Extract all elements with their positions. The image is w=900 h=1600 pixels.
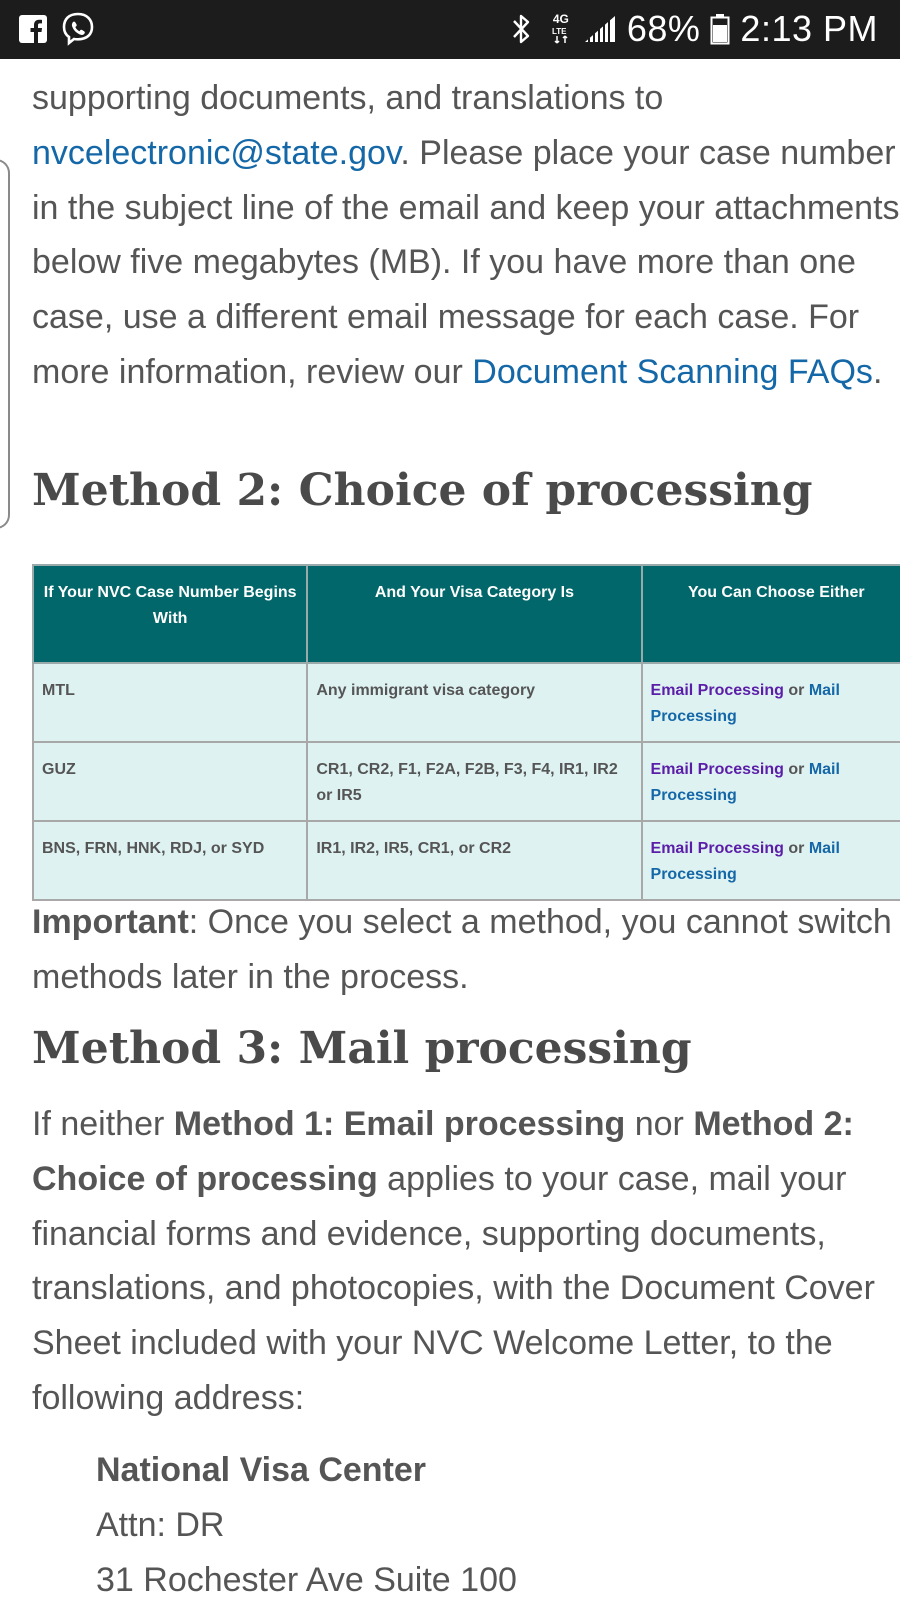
cell-category: IR1, IR2, IR5, CR1, or CR2 bbox=[307, 821, 641, 900]
intro-text-cont: . Please place your case number in the subject line of the email and keep your attachments below five megabytes (MB). If you have more than one case, use a different email message for each case. For more information, review our bbox=[32, 133, 900, 391]
nvc-email-link[interactable]: nvcelectronic@state.gov bbox=[32, 133, 401, 172]
battery-icon bbox=[710, 13, 730, 45]
mail-processing-link[interactable]: Mail Processing bbox=[650, 840, 840, 883]
header-choose-either: You Can Choose Either bbox=[642, 565, 900, 663]
bluetooth-icon bbox=[509, 12, 533, 46]
method3-text-cont: applies to your case, mail your financial forms and evidence, supporting documents, translations, and photocopies, with the Document Cover Sheet included with your NVC Welcome Letter, to the following address: bbox=[32, 1159, 875, 1417]
method2-heading: Method 2: Choice of processing bbox=[32, 465, 813, 516]
system-status bbox=[509, 6, 878, 52]
status-bar bbox=[0, 0, 900, 59]
network-label: 4G bbox=[552, 12, 569, 26]
viber-icon bbox=[60, 11, 96, 47]
email-instructions-paragraph bbox=[32, 71, 900, 400]
header-visa-category: And Your Visa Category Is bbox=[307, 565, 641, 663]
email-processing-link[interactable]: Email Processing bbox=[650, 840, 784, 857]
period: . bbox=[872, 352, 883, 391]
cell-prefix: GUZ bbox=[33, 742, 307, 821]
clock: 2:13 PM bbox=[740, 8, 878, 49]
table-header-row bbox=[33, 565, 900, 663]
cell-prefix: MTL bbox=[33, 663, 307, 742]
important-text: : Once you select a method, you cannot switch methods later in the process. bbox=[32, 903, 892, 996]
email-processing-link[interactable]: Email Processing bbox=[650, 682, 784, 699]
cell-prefix: BNS, FRN, HNK, RDJ, or SYD bbox=[33, 821, 307, 900]
or-text: or bbox=[783, 840, 809, 857]
4g-lte-icon bbox=[549, 13, 573, 45]
webpage-content[interactable] bbox=[0, 59, 900, 1600]
method2-ref: Method 2: Choice of processing bbox=[32, 1105, 854, 1198]
mailing-address bbox=[96, 1443, 517, 1600]
table-row bbox=[33, 663, 900, 742]
address-attn: Attn: DR bbox=[96, 1505, 225, 1544]
cell-options bbox=[642, 821, 900, 900]
table-row bbox=[33, 742, 900, 821]
address-street: 31 Rochester Ave Suite 100 bbox=[96, 1560, 517, 1599]
processing-choice-table bbox=[32, 564, 900, 901]
nor-text: nor bbox=[625, 1105, 694, 1143]
email-processing-link[interactable]: Email Processing bbox=[650, 761, 784, 778]
method3-text: If neither bbox=[32, 1105, 174, 1143]
document-scanning-faqs-link[interactable]: Document Scanning FAQs bbox=[472, 352, 873, 391]
mail-processing-paragraph bbox=[32, 1097, 900, 1426]
facebook-icon bbox=[18, 14, 48, 44]
method3-heading: Method 3: Mail processing bbox=[32, 1023, 692, 1074]
notification-icons bbox=[18, 11, 96, 47]
mail-processing-link[interactable]: Mail Processing bbox=[650, 682, 840, 725]
table-row bbox=[33, 821, 900, 900]
address-name: National Visa Center bbox=[96, 1451, 427, 1489]
page-edge-handle[interactable] bbox=[0, 159, 10, 529]
cell-category: Any immigrant visa category bbox=[307, 663, 641, 742]
battery-percent: 68% bbox=[626, 8, 701, 49]
cell-category: CR1, CR2, F1, F2A, F2B, F3, F4, IR1, IR2 or IR5 bbox=[307, 742, 641, 821]
cell-options bbox=[642, 663, 900, 742]
mail-processing-link[interactable]: Mail Processing bbox=[650, 761, 840, 804]
svg-text:LTE: LTE bbox=[551, 27, 567, 36]
signal-icon bbox=[583, 14, 617, 44]
important-label: Important bbox=[32, 903, 189, 941]
method1-ref: Method 1: Email processing bbox=[173, 1105, 626, 1143]
or-text: or bbox=[783, 761, 809, 778]
header-case-number: If Your NVC Case Number Begins With bbox=[33, 565, 307, 663]
or-text: or bbox=[783, 682, 809, 699]
intro-text: supporting documents, and translations to bbox=[32, 79, 664, 117]
important-note bbox=[32, 895, 900, 1005]
cell-options bbox=[642, 742, 900, 821]
